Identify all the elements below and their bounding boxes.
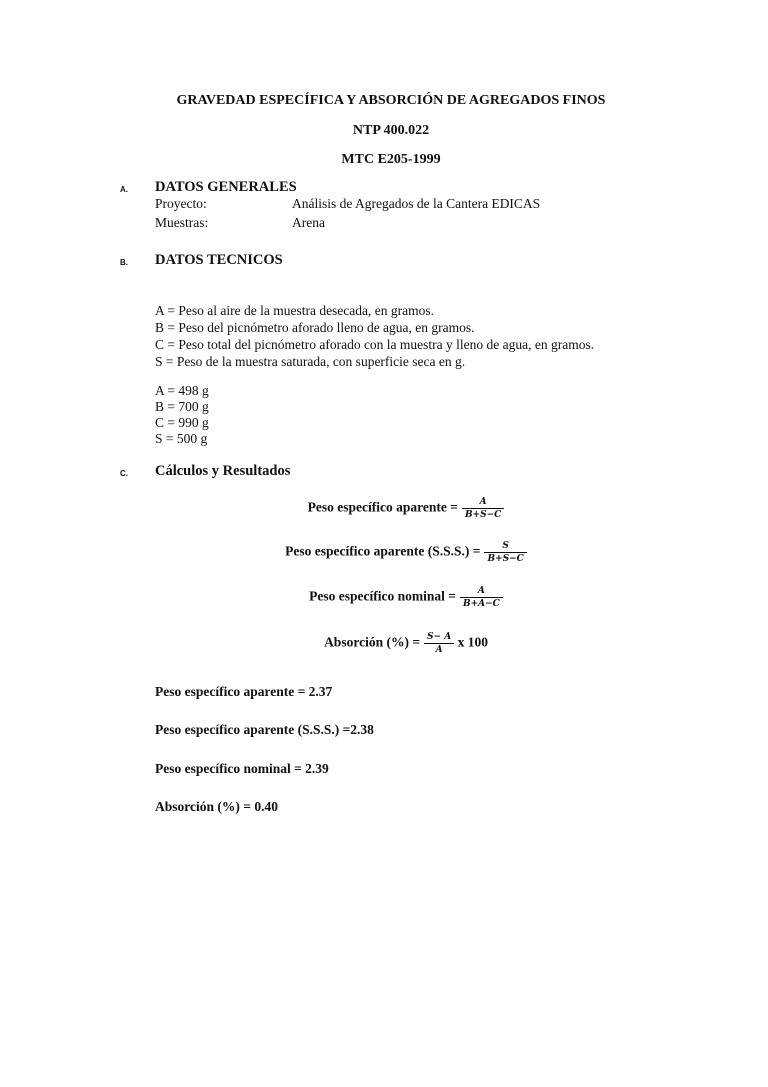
data-value: A = 498 g [155, 383, 209, 398]
fraction-numerator: A [462, 497, 504, 509]
fraction-denominator: A [435, 645, 443, 655]
fraction-denominator: B+A−C [462, 599, 500, 609]
formula-apparent-sss [0, 541, 768, 564]
fraction-numerator: S [484, 541, 526, 553]
formula-fraction [460, 586, 503, 609]
result-apparent: Peso específico aparente = 2.37 [155, 684, 333, 699]
formula-label: Peso específico aparente (S.S.S.) = [285, 543, 481, 559]
fraction-numerator: A [460, 586, 503, 598]
definition-line: A = Peso al aire de la muestra desecada, en gramos. [155, 303, 435, 318]
formula-fraction [462, 497, 504, 520]
general-data-label: Proyecto: [155, 196, 207, 211]
section-a-title: DATOS GENERALES [155, 179, 297, 195]
data-value: S = 500 g [155, 431, 208, 446]
formula-apparent [0, 497, 768, 520]
definition-line: B = Peso del picnómetro aforado lleno de agua, en gramos. [155, 320, 475, 335]
definition-line: C = Peso total del picnómetro aforado con la muestra y lleno de agua, en gramos. [155, 337, 595, 352]
general-data-value: Arena [292, 215, 325, 230]
data-value: B = 700 g [155, 399, 209, 414]
section-c-title: Cálculos y Resultados [155, 463, 291, 479]
formula-suffix: x 100 [457, 634, 488, 650]
section-b-letter: B. [120, 258, 128, 267]
section-a-letter: A. [120, 185, 128, 194]
section-b-title: DATOS TECNICOS [155, 252, 283, 268]
result-nominal: Peso específico nominal = 2.39 [155, 761, 329, 776]
formula-label: Absorción (%) = [324, 634, 421, 650]
formula-label: Peso específico nominal = [309, 588, 456, 604]
formula-fraction [484, 541, 526, 564]
result-absorption: Absorción (%) = 0.40 [155, 799, 278, 814]
norm-mtc: MTC E205-1999 [341, 152, 441, 167]
section-c-letter: C. [120, 469, 128, 478]
result-apparent-sss: Peso específico aparente (S.S.S.) =2.38 [155, 722, 374, 737]
fraction-denominator: B+S−C [487, 554, 524, 564]
formula-label: Peso específico aparente = [307, 499, 458, 515]
general-data-label: Muestras: [155, 215, 209, 230]
fraction-numerator: S− A [424, 632, 454, 644]
general-data-value: Análisis de Agregados de la Cantera EDICAS [292, 196, 541, 211]
data-value: C = 990 g [155, 415, 209, 430]
fraction-denominator: B+S−C [464, 510, 502, 520]
formula-nominal [0, 586, 768, 609]
formula-absorption [0, 632, 768, 655]
definition-line: S = Peso de la muestra saturada, con superficie seca en g. [155, 354, 466, 369]
formula-fraction [424, 632, 454, 655]
norm-ntp: NTP 400.022 [352, 123, 430, 138]
document-title: GRAVEDAD ESPECÍFICA Y ABSORCIÓN DE AGREGADOS FINOS [176, 93, 606, 108]
